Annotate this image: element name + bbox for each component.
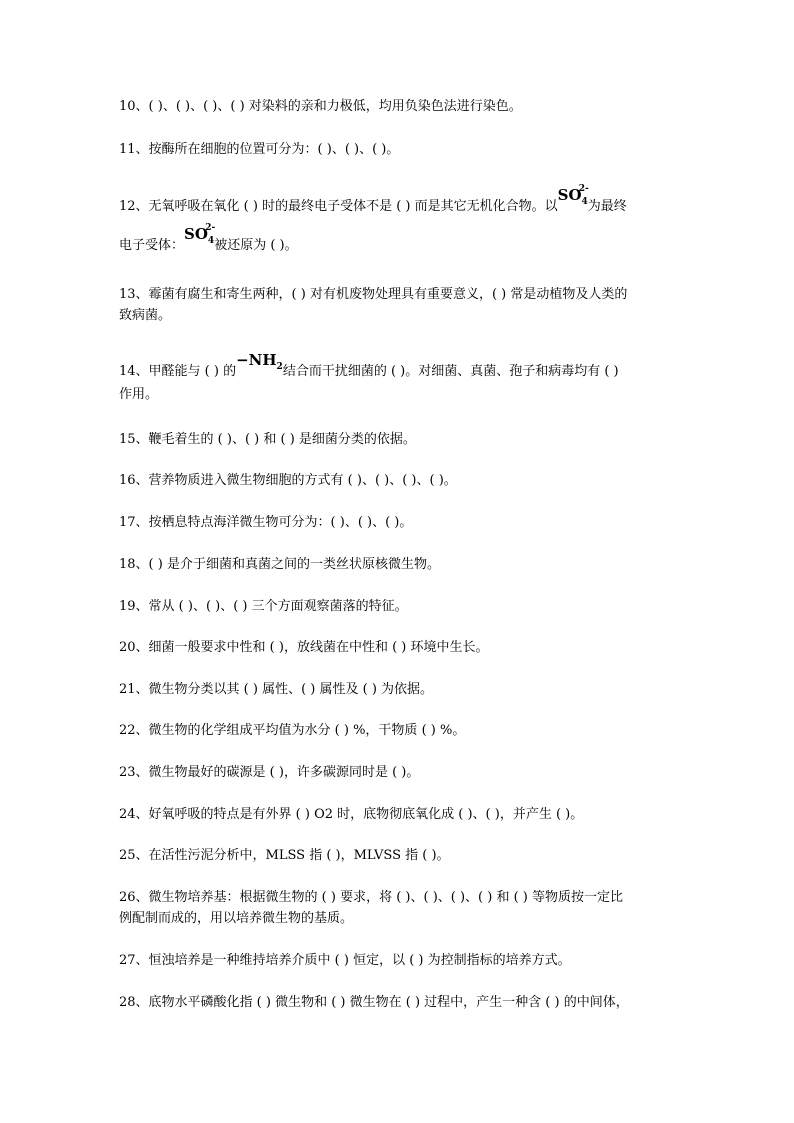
sulfate-formula-1 (558, 185, 588, 209)
sulfate-superscript: 2- (205, 223, 216, 233)
question-12 (119, 184, 679, 219)
question-22-text: 22、微生物的化学组成平均值为水分 ( ) %，干物质 ( ) %。 (119, 723, 466, 738)
question-25-text: 25、在活性污泥分析中，MLSS 指 ( )，MLVSS 指 ( )。 (119, 848, 450, 863)
question-26 (119, 887, 679, 929)
question-27-text: 27、恒浊培养是一种维持培养介质中 ( ) 恒定，以 ( ) 为控制指标的培养方式。 (119, 953, 571, 968)
amino-formula (236, 350, 283, 374)
question-12-text-part-2: 为最终 (587, 199, 627, 214)
question-13-line-1: 13、霉菌有腐生和寄生两种，( ) 对有机废物处理具有重要意义，( ) 常是动植物及人类的 (119, 287, 628, 302)
question-12-line-1 (119, 184, 679, 219)
question-17-text: 17、按栖息特点海洋微生物可分为：( )、( )、( )。 (119, 515, 413, 530)
question-20-text: 20、细菌一般要求中性和 ( )，放线菌在中性和 ( ) 环境中生长。 (119, 640, 489, 655)
question-18 (119, 554, 679, 575)
question-14-text-part-2: 结合而干扰细菌的 ( )。对细菌、真菌、孢子和病毒均有 ( ) (282, 364, 619, 379)
question-13 (119, 284, 679, 326)
question-20 (119, 637, 679, 658)
sulfate-base: SO (184, 225, 208, 243)
question-19-text: 19、常从 ( )、( )、( ) 三个方面观察菌落的特征。 (119, 599, 408, 614)
question-12-line-2 (119, 223, 679, 258)
question-21 (119, 679, 679, 700)
amino-subscript: 2 (276, 362, 283, 372)
question-10 (119, 96, 679, 117)
question-11 (119, 139, 679, 160)
question-28-text: 28、底物水平磷酸化指 ( ) 微生物和 ( ) 微生物在 ( ) 过程中，产生一种含 ( ) 的中间体， (119, 995, 629, 1010)
question-18-text: 18、( ) 是介于细菌和真菌之间的一类丝状原核微生物。 (119, 557, 440, 572)
question-14-text-part-1: 14、甲醛能与 ( ) 的 (119, 364, 237, 379)
sulfate-subscript: 4 (581, 197, 588, 207)
question-12-continued (119, 223, 679, 258)
question-21-text: 21、微生物分类以其 ( ) 属性、( ) 属性及 ( ) 为依据。 (119, 682, 434, 697)
question-23-text: 23、微生物最好的碳源是 ( )，许多碳源同时是 ( )。 (119, 765, 420, 780)
sulfate-base: SO (557, 186, 582, 204)
question-12-text-part-4: 被还原为 ( )。 (214, 238, 298, 253)
question-22 (119, 720, 679, 741)
question-25 (119, 845, 679, 866)
amino-base: −NH (236, 351, 277, 369)
question-19 (119, 596, 679, 617)
sulfate-subscript: 4 (207, 236, 215, 246)
sulfate-formula-2 (184, 224, 214, 248)
question-14-line-2: 作用。 (119, 387, 159, 402)
question-26-line-1: 26、微生物培养基：根据微生物的 ( ) 要求，将 ( )、( )、( )、( ) 和 ( ) 等物质按一定比 (119, 890, 623, 905)
question-12-text-part-1: 12、无氧呼吸在氧化 ( ) 时的最终电子受体不是 ( ) 而是其它无机化合物。以 (119, 199, 558, 214)
question-23 (119, 762, 679, 783)
question-16 (119, 470, 679, 491)
question-15 (119, 429, 679, 450)
sulfate-superscript: 2- (578, 184, 589, 194)
question-16-text: 16、营养物质进入微生物细胞的方式有 ( )、( )、( )、( )。 (119, 473, 457, 488)
question-10-text: 10、( )、( )、( )、( ) 对染料的亲和力极低，均用负染色法进行染色。 (119, 99, 522, 114)
question-24-text: 24、好氧呼吸的特点是有外界 ( ) O2 时，底物彻底氧化成 ( )、( )，并产生 ( )。 (119, 807, 584, 822)
question-15-text: 15、鞭毛着生的 ( )、( ) 和 ( ) 是细菌分类的依据。 (119, 432, 416, 447)
question-17 (119, 512, 679, 533)
question-27 (119, 950, 679, 971)
question-12-text-part-3: 电子受体： (119, 238, 185, 253)
question-26-line-2: 例配制而成的，用以培养微生物的基质。 (119, 911, 354, 926)
question-11-text: 11、按酶所在细胞的位置可分为：( )、( )、( )。 (119, 142, 400, 157)
question-28 (119, 992, 679, 1013)
question-24 (119, 804, 679, 825)
question-13-line-2: 致病菌。 (119, 308, 172, 323)
question-14 (119, 351, 679, 405)
question-14-line-1 (119, 351, 679, 384)
